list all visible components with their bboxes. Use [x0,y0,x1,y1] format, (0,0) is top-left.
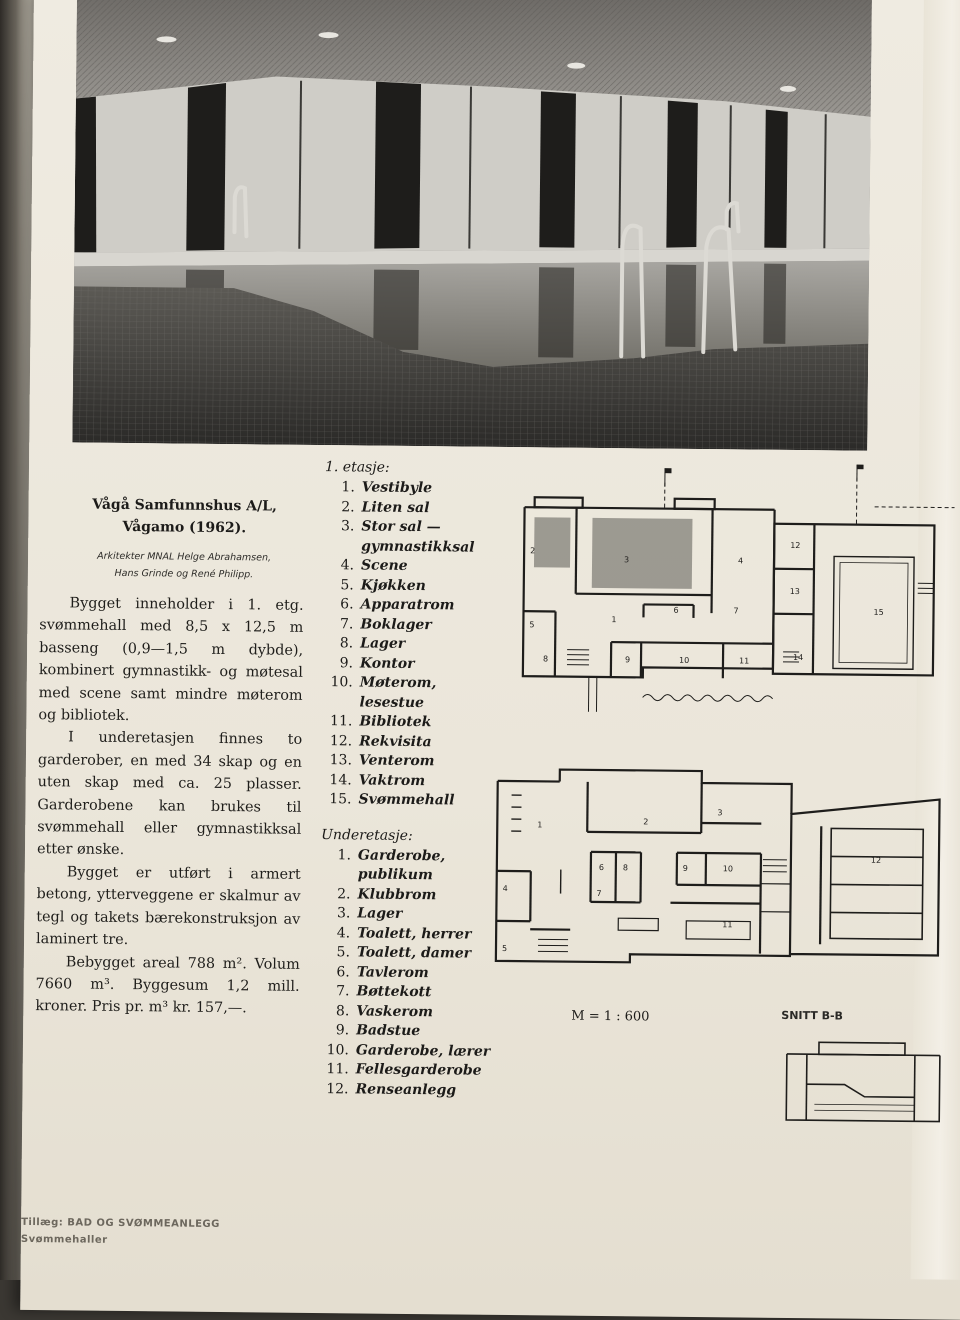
legend-item-number: 7. [323,615,360,635]
legend-item-number: 8. [319,1002,356,1022]
legend-item-label [359,732,432,752]
legend-item-number: 12. [318,1080,355,1100]
legend-list-first-floor [321,478,514,811]
caption-title-line: Vågamo (1962). [68,515,300,539]
legend-item-label-line: Venterom [359,751,435,771]
legend-item-number: 1. [325,478,362,498]
legend-item-label-line: Badstue [356,1021,420,1041]
legend-item-label-line: Lager [360,634,405,654]
plan-room-number: 5 [529,620,534,629]
legend-item-number: 2. [320,885,357,905]
plan-room-number: 14 [793,653,803,662]
plan-room-number: 3 [717,808,722,817]
legend-item-label [360,654,415,674]
legend-item-label [359,712,431,732]
legend-item-label [356,1021,420,1041]
legend-item-number: 14. [322,771,359,791]
legend-item-label-line: Garderobe, [358,846,446,866]
plan-room-number: 13 [790,587,800,596]
legend-item-number: 8. [323,634,360,654]
legend-item-label-line: Fellesgarderobe [356,1060,482,1081]
legend-item-number: 2. [324,498,361,518]
legend-item [319,982,509,1003]
legend-item [319,1041,509,1062]
legend-item [322,771,512,792]
legend-item-label [356,982,431,1002]
legend-item [322,751,512,772]
legend-item [319,1021,509,1042]
plan-room-number: 6 [599,863,604,872]
plan-room-number: 15 [873,608,883,617]
caption-title-line: Vågå Samfunnshus A/L, [69,493,301,517]
drawing-scale: M = 1 : 600 [571,1009,649,1025]
legend-item [323,595,513,616]
legend-item-label [357,943,471,964]
legend-item [320,904,510,925]
legend-item-label-line: Renseanlegg [355,1080,456,1101]
caption-architects-line: Arkitekter MNAL Helge Abrahamsen, [68,547,300,566]
legend-item-label-line: Møterom, [360,673,437,693]
legend-item-label [357,885,436,905]
legend-item-label [361,576,426,596]
legend-item-number: 12. [322,732,359,752]
legend-item-label-line: Vaktrom [359,771,426,791]
legend-item-number: 11. [322,712,359,732]
legend-item-number: 5. [320,943,357,963]
footer-line: Tillæg: BAD OG SVØMMEANLEGG [21,1214,220,1233]
legend-heading-first-floor: 1. etasje: [325,456,515,480]
legend-item-number: 1. [321,846,358,885]
legend-item-label [356,1041,490,1062]
plan-room-number: 2 [643,817,648,826]
plan-room-number: 7 [597,889,602,898]
photo-drawing [72,0,872,451]
legend-item-number: 11. [319,1060,356,1080]
legend-heading-basement: Underetasje: [321,824,511,848]
plan-room-number: 1 [537,820,542,829]
legend-item-number: 3. [320,904,357,924]
legend-item-label [359,673,436,713]
legend-item [322,712,512,733]
legend-item [323,615,513,636]
plan-room-number: 10 [723,864,733,873]
legend-item-number: 6. [323,595,360,615]
room-legend [318,456,515,1101]
legend-item-label [360,634,405,654]
legend-item-label [359,771,426,791]
description-text [35,592,303,1020]
plan-room-number: 10 [679,656,689,665]
legend-item [320,963,510,984]
legend-item [319,1060,509,1081]
legend-item-label-line: Bøttekott [356,982,431,1002]
plan-room-number: 12 [871,856,881,865]
plan-room-number: 5 [502,944,507,953]
legend-item [320,924,510,945]
legend-item-label-line: Stor sal — [361,517,475,538]
legend-item-label-line: Liten sal [361,498,429,518]
legend-item-number: 4. [324,556,361,576]
legend-item-label-line: Vaskerom [356,1002,433,1022]
plan-room-number: 9 [683,864,688,873]
paragraph: Bebygget areal 788 m². Volum 7660 m³. Byggesum 1,2 mill. kroner. Pris pr. m³ kr. 157,—. [35,951,300,1021]
page-footer [21,1214,220,1250]
legend-item-number: 7. [319,982,356,1002]
legend-item-label-line: Boklager [360,615,432,635]
legend-item [320,885,510,906]
caption-title [68,493,300,539]
legend-item [322,732,512,753]
legend-item-label-line: Klubbrom [357,885,436,905]
legend-item-label [357,904,402,924]
legend-item-label [355,1080,456,1101]
legend-item-label [362,478,433,498]
legend-item-label-line: Vestibyle [362,478,433,498]
legend-item-label [359,751,435,771]
legend-list-basement [318,846,511,1101]
legend-item [324,498,514,519]
legend-item [323,654,513,675]
legend-item-label [356,1002,433,1022]
paragraph: Bygget er utført i armert betong, ytterveggene er skalmur av tegl og takets bærekonstruksjon av laminert tre. [36,861,301,953]
legend-item-label-line: Lager [357,904,402,924]
legend-item-label-line: Tavlerom [357,963,429,983]
legend-item [319,1002,509,1023]
section-drawing [784,1034,945,1126]
paragraph: I underetasjen finnes to garderober, en med 34 skap og en uten skap med ca. 25 plasser. Garderobene kan brukes til svømmehall eller gymnastikksal etter ønske. [37,727,302,864]
plan-room-number: 1 [611,615,616,624]
caption-architects-line: Hans Grinde og René Philipp. [68,564,300,583]
legend-item-label-line: Kjøkken [361,576,426,596]
legend-item-label-line: lesestue [359,693,436,713]
legend-item [323,634,513,655]
book-page [20,0,960,1320]
caption-architects [68,547,300,583]
basement-plan [490,751,952,981]
plan-room-number: 9 [625,655,630,664]
legend-item-label-line: gymnastikksal [361,537,475,558]
plan-room-number: 4 [503,884,508,893]
legend-item [324,556,514,577]
legend-item-label-line: Rekvisita [359,732,432,752]
legend-item-number: 15. [321,790,358,810]
legend-item-number: 3. [324,517,361,556]
legend-item [321,790,511,811]
plan-room-number: 6 [673,606,678,615]
paragraph: Bygget inneholder i 1. etg. svømmehall med 8,5 x 12,5 m basseng (0,9—1,5 m dybde), kombinert gymnastikk- og møtesal med scene samt mindre møterom og bibliotek. [38,592,303,729]
legend-item [322,673,512,714]
legend-item-number: 6. [320,963,357,983]
plan-room-number: 11 [722,920,732,929]
legend-item [318,1080,508,1101]
building-caption [68,493,301,583]
legend-item [324,517,514,558]
plan-room-number: 11 [739,656,749,665]
legend-item [320,943,510,964]
legend-item-label [357,924,471,945]
legend-item-label-line: publikum [358,865,446,885]
footer-line: Svømmehaller [21,1231,220,1250]
legend-item-number: 5. [324,576,361,596]
plan-room-number: 4 [738,556,743,565]
legend-item-label [358,790,454,811]
legend-item-label-line: Kontor [360,654,415,674]
legend-item-number: 9. [319,1021,356,1041]
legend-item-label [361,556,408,576]
legend-item-label [361,517,475,557]
legend-item-label [357,963,429,983]
plan-room-number: 8 [543,654,548,663]
legend-item-label-line: Scene [361,556,408,576]
legend-item-number: 4. [320,924,357,944]
swimming-hall-photo [72,0,872,451]
plan-room-number: 8 [623,863,628,872]
legend-item-label [360,615,432,635]
legend-item-label [356,1060,482,1081]
legend-item [325,478,515,499]
legend-item-label-line: Garderobe, lærer [356,1041,490,1062]
legend-item-label-line: Apparatrom [360,595,454,615]
first-floor-plan [492,461,955,716]
plan-room-number: 12 [790,541,800,550]
plan-room-number: 3 [624,555,629,564]
legend-item-label-line: Toalett, herrer [357,924,471,945]
legend-item-number: 13. [322,751,359,771]
plan-room-number: 2 [530,546,535,555]
legend-item-number: 10. [322,673,359,712]
legend-item-label-line: Bibliotek [359,712,431,732]
legend-item-label [361,498,429,518]
section-label: SNITT B-B [781,1009,843,1023]
legend-item-label-line: Svømmehall [358,790,454,811]
legend-item [324,576,514,597]
plan-room-number: 7 [733,606,738,615]
legend-item [321,846,511,887]
legend-item-label [360,595,454,615]
legend-item-number: 9. [323,654,360,674]
legend-item-label [358,846,446,886]
legend-item-label-line: Toalett, damer [357,943,471,964]
legend-item-number: 10. [319,1041,356,1061]
